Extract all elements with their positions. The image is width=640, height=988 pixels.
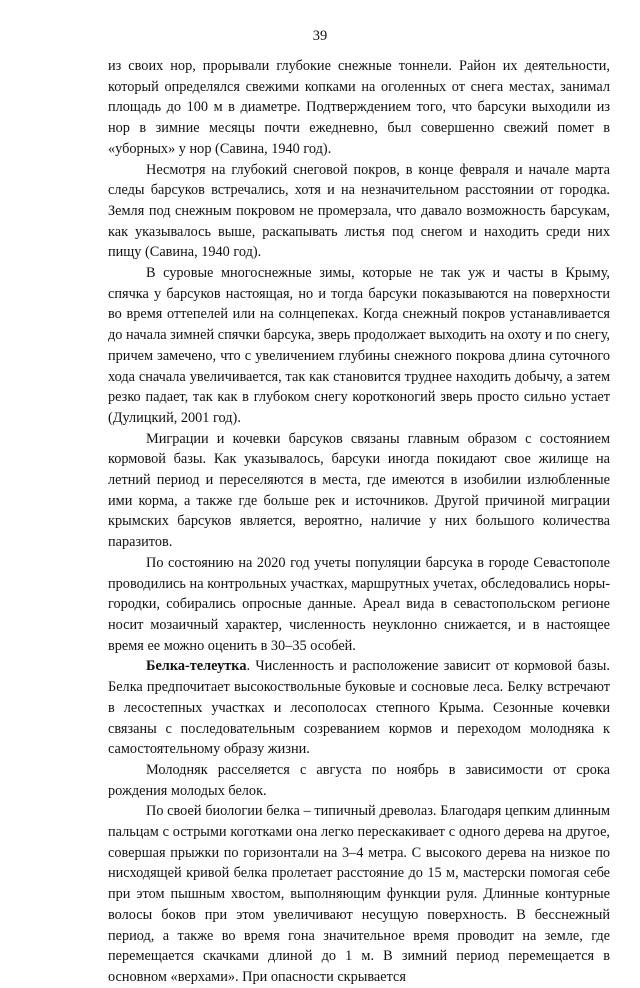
paragraph-young-dispersal: Молодняк расселяется с августа по ноябрь в зависимости от срока рождения молодых белок. xyxy=(108,761,610,799)
paragraph-migrations: Миграции и кочевки барсуков связаны главным образом с состоянием кормовой базы. Как указывалось, барсуки иногда покидают свое жилище на летний период и переселяются в места, где имеются в изобилии излюбленные ими корма, а также где больше рек и источников. Другой причиной миграции крымских барсуков является, вероятно, наличие у них большого количества паразитов. xyxy=(108,430,610,551)
page-number: 39 xyxy=(312,28,328,44)
paragraph-squirrel-intro xyxy=(108,656,610,760)
body-text xyxy=(108,56,610,988)
paragraph-population-2020: По состоянию на 2020 год учеты популяции барсука в городе Севастополе проводились на контрольных участках, маршрутных учетах, обследовались норы-городки, собирались опросные данные. Ареал вида в севастопольском регионе носит мозаичный характер, численность неуклонно снижается, и в настоящее время ее можно оценить в 30–35 особей. xyxy=(108,554,610,654)
paragraph-continuation: из своих нор, прорывали глубокие снежные тоннели. Район их деятельности, который определялся свежими копками на оголенных от снега местах, занимал площадь до 100 м в диаметре. Подтверждением того, что барсуки выходили из нор в зимние месяцы почти ежедневно, был совершенно свежий помет в «уборных» у нор (Савина, 1940 год). xyxy=(108,58,610,157)
paragraph-snow-cover: Несмотря на глубокий снеговой покров, в конце февраля и начале марта следы барсуков встречались, хотя и на незначительном расстоянии от городка. Земля под снежным покровом не промерзала, что давало возможность барсукам, как указывалось выше, раскапывать листья под снегом и находить среди них пищу (Савина, 1940 год). xyxy=(108,161,610,261)
paragraph-harsh-winters: В суровые многоснежные зимы, которые не так уж и часты в Крыму, спячка у барсуков настоящая, но и тогда барсуки показываются на поверхности во время оттепелей или на солнцепеках. Когда снежный покров устанавливается до начала зимней спячки барсука, зверь продолжает выходить на охоту и по снегу, причем замечено, что с увеличением глубины снежного покрова длина суточного хода сначала увеличивается, так как становится труднее находить добычу, а затем резко падает, так как в глубоком снегу коротконогий зверь просто сильно устает (Дулицкий, 2001 год). xyxy=(108,265,610,426)
squirrel-intro-text: . Численность и расположение зависит от кормовой базы. Белка предпочитает высокоствольные буковые и сосновые леса. Белку встречают в лесостепных участках и лесополосах степного Крыма. Сезонные кочевки связаны с последовательным созреванием кормов и переходом молодняка к самостоятельному образу жизни. xyxy=(108,658,610,758)
squirrel-term: Белка-телеутка xyxy=(146,658,247,675)
paragraph-squirrel-biology: По своей биологии белка – типичный древолаз. Благодаря цепким длинным пальцам с острыми коготками она легко перескакивает с одного дерева на другое, совершая прыжки по горизонтали на 3–4 метра. С высокого дерева на низкое по нисходящей кривой белка пролетает расстояние до 15 м, мастерски помогая себе при этом пышным хвостом, выполняющим функции руля. Длинные контурные волосы боков при этом увеличивают несущую поверхность. В бесснежный период, а также во время гона значительное время проводит на земле, где перемещается скачками длиной до 1 м. В зимний период перемещается в основном «верхами». При опасности скрывается xyxy=(108,803,610,985)
